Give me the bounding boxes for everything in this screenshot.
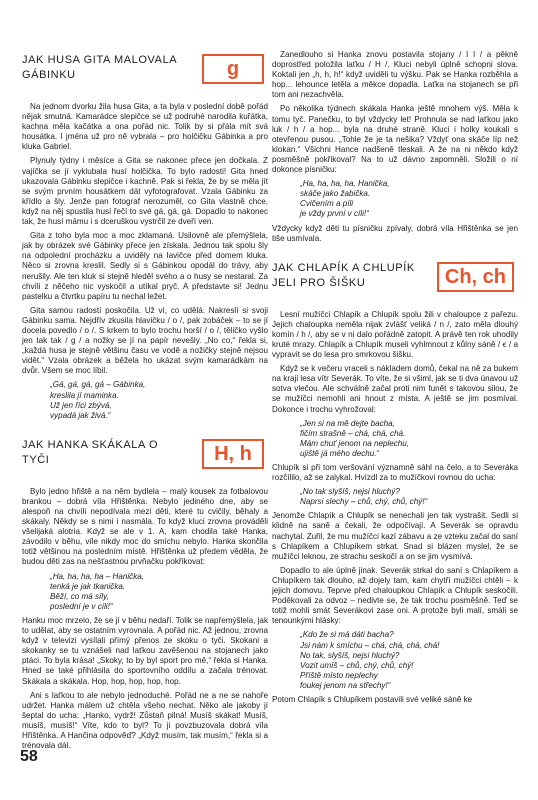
poem-line: Cvičením a píli [300, 199, 354, 209]
poem-line: No tak, slyšíš, nejsi hluchý? [300, 650, 400, 660]
paragraph: Chlupík si při tom veršování významně sáhl na čelo, a to Severáka rozčílilo, až se zalykal. Hvízdl za to mužíčkovi rovnou do ucha: [272, 463, 518, 483]
poem-line: kreslila jí maminka. [50, 390, 119, 400]
poem [50, 572, 268, 612]
paragraph: Po několika týdnech skákala Hanka ještě mnohem výš. Měla k tomu tyč. Panečku, to byl vždycky let! Prohnula se nad laťkou jako luk / h / a hop... byla na druhé straně. Kluci i holky koukali s otevřenou pusou. „Tohle že je ta nešika? Vždyť ona skáče líp než klokan.“ Všichni Hance nadšeně tleskali. A že na ni někdo když posměšně pokřikoval? Na to už dávno zapomněli. Složili o ní dokonce písničku: [272, 104, 518, 175]
poem-line: „Ha, ha, ha, ha, Hanička, [300, 179, 390, 189]
story-title: JAK HANKA SKÁKALA O TYČI [22, 438, 159, 466]
paragraph: Když se k večeru vraceli s nákladem domů, čekal na ně za bukem na kraji lesa vítr Severák. To víte, že si všiml, jak se ti dva únavou už sotva vlečou. Ale schválně začal proti nim funět s takovou silou, že se mužíčci nemohli ani hnout z místa. A ještě se jim posmíval. Dokonce i trochu vyhrožoval: [272, 364, 518, 414]
poem-line: Už jen říci zbývá, [50, 400, 112, 410]
poem-line: fičím strašně – chá, chá, chá. [300, 428, 406, 438]
poem [300, 179, 518, 219]
poem-line: Vozit umíš – chů, chý, chů, chý! [300, 660, 414, 670]
paragraph: Plynuly týdny i měsíce a Gita se nakonec přece jen dočkala. Z vajíčka se jí vyklubala husí holčička. To bylo radosti! Gita hned ukazovala Gábinku slepičce i kachně. Pak si řekla, že by se měla jít se svým prvním housátkem dát vyfotografovat. Vzala Gábinku za křídlo a šly. Jenže pan fotograf nerozuměl, co Gita vlastně chce, když na něj spustila husí řečí to své gá, gá, gá. Dopadlo to nakonec tak, že husí mámu i s dceruškou vystrčil ze dveří ven. [22, 156, 268, 227]
poem-line: „No tak slyšíš, nejsi hluchý? [300, 487, 400, 497]
letter-badge: g [202, 54, 264, 84]
poem [300, 630, 518, 691]
paragraph: Zanedlouho si Hanka znovu postavila stojany / I I / a pěkně doprostřed položila laťku / H /. Kluci nebyli úplně schopni slova. Koktali jen „h, h, h!“ když uviděli tu výšku. Pak se Hanka rozběhla a hop... lehounce letěla a měkce dopadla. Laťka na stojanech se při tom ani nezachvěla. [272, 50, 518, 100]
poem [300, 419, 518, 459]
paragraph: Ani s laťkou to ale nebylo jednoduché. Pořád ne a ne se nahoře udržet. Hanka málem už chtěla všeho nechat. Něko ale jakoby jí šeptal do ucha: „Hanko, vydrž! Zůstaň pilná! Musíš skákat! Musíš, musíš, musíš!“ Víte, kdo to byl? To ji povzbuzovala dobrá víla Hřištěnka. A Hančina odpověď? „Když musím, tak musím,“ řekla si a trénovala dál. [22, 690, 268, 751]
poem-line: Mám chuť jenom na neplechu, [300, 438, 410, 448]
paragraph: Lesní mužíčci Chlapík a Chlupík spolu žili v chaloupce z pařezu. Jejich chaloupka neměla nijak zvlášť veliká / n /, zato měla dlouhý komín / h /, aby se v ni dalo pořádně zatopit. A právě ten rok uhodily kruté mrazy. Chlapík a Chlupík museli vyhlmnout z kůlny sáně / ꞓ / a vypravit se do lesa pro smrkovou šišku. [272, 309, 518, 360]
poem-line: je vždy první v cíli!“ [300, 209, 369, 219]
poem-line: skáče jako žabička. [300, 189, 371, 199]
paragraph: Vždycky když děti tu písničku zpívaly, dobrá víla Hřištěnka se jen tiše usmívala. [272, 223, 518, 243]
story-header-h [22, 435, 268, 479]
letter-badge: Ch, ch [437, 262, 514, 292]
poem-line: „Ha, ha, ha, ha – Hanička, [50, 571, 145, 581]
poem-line: ujiště já mého dechu.“ [300, 448, 380, 458]
poem-line: poslední je v cíli!“ [50, 601, 113, 611]
poem-line: Příště místo neplechy [300, 670, 378, 680]
story-title: JAK CHLAPÍK A CHLUPÍK JELI PRO ŠIŠKU [272, 261, 415, 289]
poem-line: tenká je jak tkanička. [50, 581, 126, 591]
poem-line: „Jen si na mě dejte bacha, [300, 418, 395, 428]
left-column [22, 50, 268, 755]
story-title: JAK HUSA GITA MALOVALA GÁBINKU [22, 54, 177, 81]
poem-line: „Gá, gá, gá, gá – Gábinka, [50, 380, 146, 390]
poem [300, 487, 518, 507]
poem-line: „Kdo že si má dáti bacha? [300, 630, 394, 640]
story-header-ch [272, 258, 518, 302]
poem-line: Jsi nám k smíchu – chá, chá, chá, chá! [300, 640, 440, 650]
poem-line: foukej jenom na střechy!“ [300, 680, 391, 690]
paragraph: Jenomže Chlapík a Chlupík se nenechali jen tak vystrašit. Sedli si klidně na saně a čekali, že odpočívají. A Severák se opravdu nachytal. Zuřil, že mu mužíčci kazí zábavu a ze vzteku začal do saní s Chlapíkem a Chlupíkem strkat. Snad si blázen myslel, že se mužíčci leknou, ze strachu seskočí a on se jim vysmívá. [272, 511, 518, 561]
poem-line: Naprsi slechy – chů, chý, chů, chý!“ [300, 497, 428, 507]
paragraph: Na jednom dvorku žila husa Gita, a ta byla v poslední době pořád nějak smutná. Kamarádce slepičce se už podruhé narodila kuřátka, kachna měla kačátka a ona pořád nic. Tolik by si přála mít svá housátka. I jména už pro ně vybrala – pro holčičku Gábinka a pro kluka Gabriel. [22, 102, 268, 152]
poem-line: Běží, co má síly, [50, 591, 109, 601]
paragraph: Bylo jedno hřiště a na něm bydlela – malý kousek za fotbalovou brankou – dobrá víla Hřištěnka. Nebylo jediného dne, aby se alespoň na chvíli nepodívala mezi děti, které tu cvičily, běhaly a skákaly. Někdy se s nimi i nasmála. To když kluci zrovna prováděli všelijaká alotria. Když se ale v 1. A, kam chodila také Hanka, závodilo v běhu, víle nikdy moc do smíchu nebylo. Hanka skončila totiž většinou na posledním místě. Hřištěnka už předem věděla, že budou děti zas na nešťastnou prvňačku pokřikovat: [22, 486, 268, 567]
letter-badge: H, h [202, 439, 264, 469]
right-column [272, 50, 518, 709]
paragraph: Hanku moc mrzelo, že se jí v běhu nedaří. Tolik se napřemýšlela, jak to udělat, aby se ostatním vyrovnala. A pořád nic. Až jednou, zrovna když v televizi vysílali přímý přenos ze skoku o tyči. Skokani a skokanky se tu vznášeli nad laťkou zavěšenou na stojanech jako ptáci. To byla krása! „Skoky, to by byl sport pro mě,“ řekla si Hanka. Hned se také přihlásila do sportovního oddílu a začala trénovat. Skákala a skákala. Hop, hop, hop, hop, hop. [22, 615, 268, 686]
paragraph: Dopadlo to ale úplně jinak. Severák strkal do saní s Chlapíkem a Chlupíkem tak dlouho, až dojely tam, kam chytří mužíčci chtěli – k jejich domovu. Teprve před chaloupkou Chlapík a Chlupík seskočili. Poděkovali za odvoz – nedivte se, že tak trochu posměšně. Teď se totiž mohli smát Severákovi zase oni. A protože byli malí, smáli se tenounkými hlásky: [272, 565, 518, 626]
story-header-g [22, 50, 268, 94]
paragraph: Gita samou radostí poskočila. Už ví, co udělá. Nakreslí si svoji Gábinku sama. Nejdřív zkusila hlavičku / o /, pak zobáček – to se jí docela povedlo / o /. S krkem to bylo trochu horší / o /, těličko vyšlo jen tak tak / g / a nožky se jí na papír nevešly. „No co,“ řekla si, „každá husa je stejně většinu času ve vodě a nožičky stejně nejsou vidět.“ Vzala obrázek a běžela ho ukázat svým kamarádkám na dvůr. Všem se moc líbil. [22, 305, 268, 376]
page-number: 58 [20, 748, 38, 765]
paragraph: Potom Chlapík s Chlupíkem postavili své veliké sáně ke [272, 694, 473, 704]
poem [50, 380, 268, 420]
poem-line: vypadá jak živá.“ [50, 410, 111, 420]
paragraph: Gita z toho byla moc a moc zklamaná. Usilovně ale přemýšlela, jak by obrázek své Gábinky přece jen získala. Jednou tak spolu šly na odpolední procházku a uviděly na lavičce před domem kluka. Něco si zrovna kreslil. Sedly si s Gábinkou opodál do trávy, aby nerušily. Ale ten kluk si stejně hleděl svého a o husy se nestaral. Za chvíli z něčeho nic vyskočil a utíkal pryč. A představte si! Jednu pastelku a čtvrtku papíru tu nechal ležet. [22, 231, 268, 301]
